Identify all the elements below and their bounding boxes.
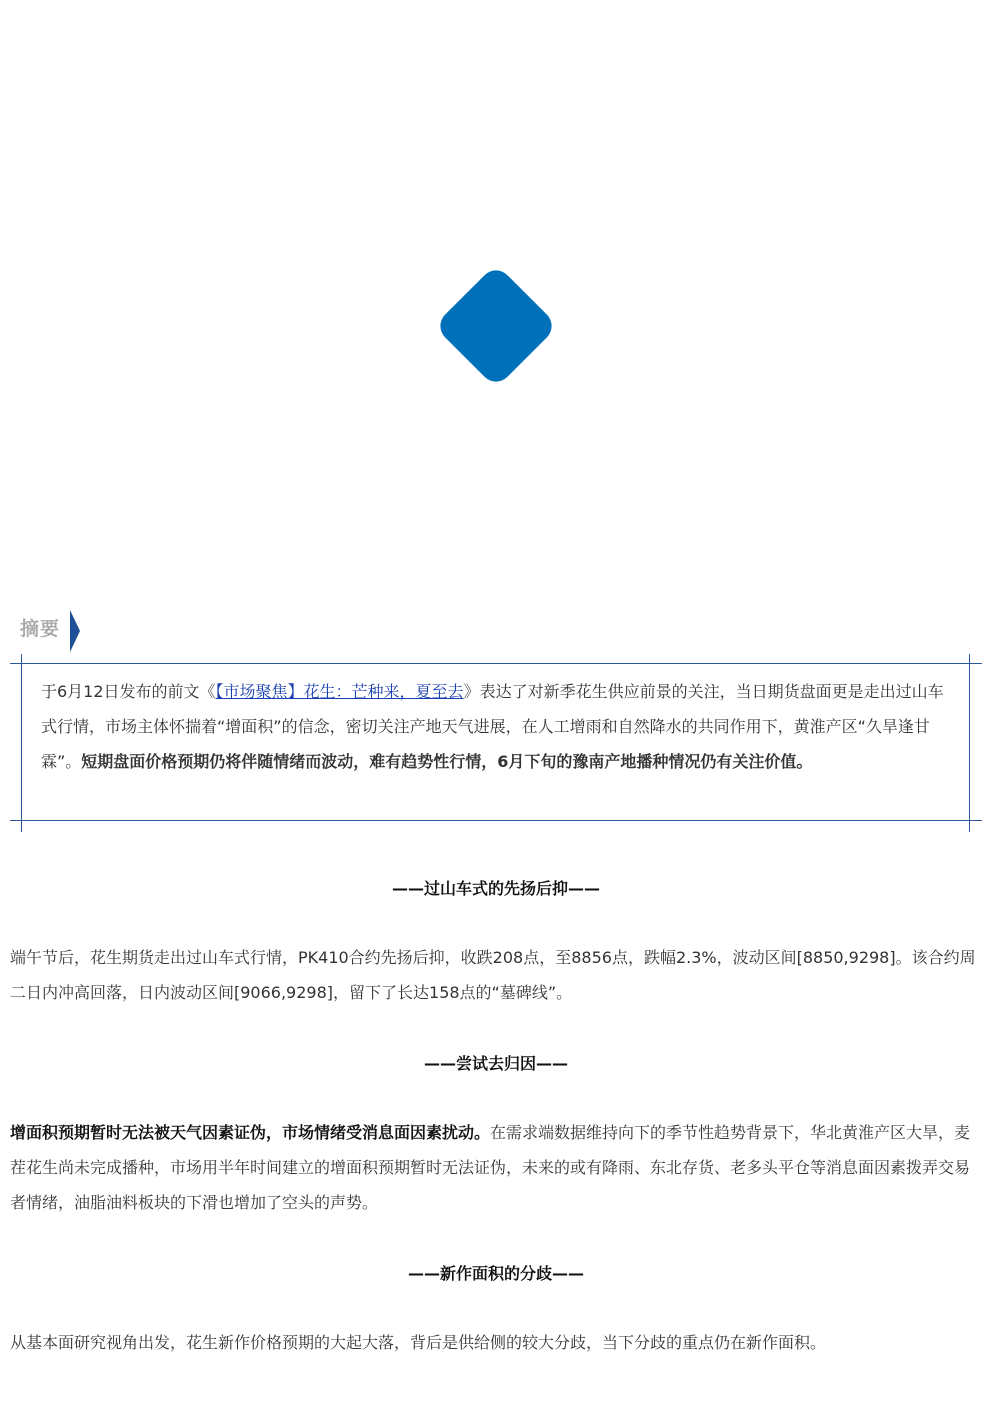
abstract-right-border xyxy=(969,654,970,832)
abstract-left-border xyxy=(21,654,22,832)
abstract-bottom-border xyxy=(10,820,982,821)
abstract-box xyxy=(10,654,982,832)
paragraph-body: 在需求端数据维持向下的季节性趋势背景下，华北黄淮产区大旱，麦茬花生尚未完成播种，市场用半年时间建立的增面积预期暂时无法证伪，未来的或有降雨、东北存货、老多头平仓等消息面因素拨弄交易者情绪，油脂油料板块的下滑也增加了空头的声势。 xyxy=(10,1123,971,1212)
article-link[interactable]: 【市场聚焦】花生：芒种来，夏至去 xyxy=(215,682,464,701)
section-title: ——过山车式的先扬后抑—— xyxy=(391,879,600,898)
chevron-right-icon xyxy=(69,610,81,652)
paragraph-body: 端午节后，花生期货走出过山车式行情，PK410合约先扬后抑，收跌208点，至8856点，跌幅2.3%，波动区间[8850,9298]。该合约周二日内冲高回落，日内波动区间[9066,9298]，留下了长达158点的“墓碑线”。 xyxy=(10,948,976,1002)
diamond-logo-icon xyxy=(424,254,568,398)
paragraph-body: 从基本面研究视角出发，花生新作价格预期的大起大落，背后是供给侧的较大分歧，当下分歧的重点仍在新作面积。 xyxy=(10,1333,827,1352)
abstract-text xyxy=(41,674,953,779)
section-paragraph xyxy=(10,1115,982,1220)
abstract-text-before-link: 于6月12日发布的前文《 xyxy=(41,682,216,701)
abstract-text-after-link: 》表达了对新季花生供应前景的关注，当日期货盘面更是走出过山车式行情，市场主体怀揣着“增面积”的信念，密切关注产地天气进展，在人工增雨和自然降水的共同作用下，黄淮产区“久旱逢甘霖”。 xyxy=(41,682,944,771)
abstract-bold-conclusion: 短期盘面价格预期仍将伴随情绪而波动，难有趋势性行情，6月下旬的豫南产地播种情况仍有关注价值。 xyxy=(81,752,813,771)
abstract-label: 摘要 xyxy=(20,618,61,640)
paragraph-bold-lead: 增面积预期暂时无法被天气因素证伪，市场情绪受消息面因素扰动。 xyxy=(10,1123,491,1142)
section-title: ——新作面积的分歧—— xyxy=(407,1264,584,1283)
section-paragraph xyxy=(10,1325,982,1360)
section-title: ——尝试去归因—— xyxy=(423,1054,568,1073)
abstract-top-border xyxy=(10,663,982,664)
section-paragraph xyxy=(10,940,982,1010)
brand-logo xyxy=(424,254,568,398)
